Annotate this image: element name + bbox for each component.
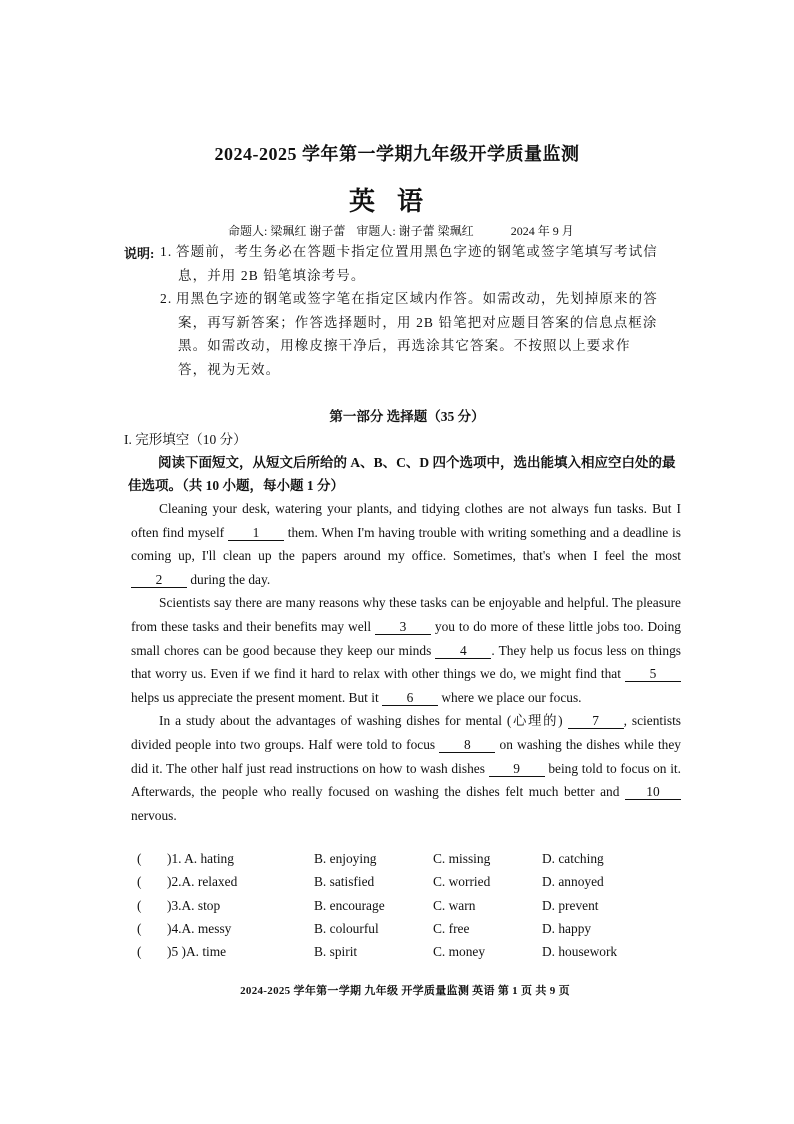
option-row-3	[137, 898, 697, 921]
option-c: C. warn	[433, 897, 476, 913]
option-c: C. worried	[433, 874, 491, 890]
answer-paren: (	[137, 920, 142, 936]
option-b: B. spirit	[314, 944, 358, 960]
passage-text: you to do more of these little jobs too. Doing small chores can be good because they keep our minds	[131, 618, 681, 658]
page-footer: 2024-2025 学年第一学期 九年级 开学质量监测 英语 第 1 页 共 9 页	[240, 985, 570, 997]
note-number: 1.	[160, 244, 173, 259]
passage-text: In a study about the advantages of washing dishes for mental (心理的)	[159, 713, 568, 729]
option-row-4	[137, 921, 697, 944]
blank-3: 3	[375, 619, 431, 635]
passage-text: , scientists divided people into two groups. Half were told to focus	[131, 713, 681, 752]
passage-paragraph	[131, 497, 681, 591]
option-d: D. housework	[542, 944, 618, 960]
option-d: D. prevent	[542, 897, 599, 913]
blank-6: 6	[382, 690, 438, 706]
blank-7: 7	[568, 713, 624, 729]
reviewer-info: 审题人: 谢子蕾 梁珮红	[356, 224, 474, 238]
author-line	[228, 222, 582, 239]
blank-9: 9	[489, 761, 545, 777]
option-b: B. satisfied	[314, 874, 375, 890]
passage-text: . They help us focus less on things that worry us. Even if we find it hard to relax with other things we do, we might find that	[131, 642, 682, 682]
part-heading: 第一部分 选择题（35 分）	[329, 409, 485, 424]
note-text: 用黑色字迹的钢笔或签字笔在指定区域内作答。如需改动，先划掉原来的答案，再写新答案；作答选择题时，用 2B 铅笔把对应题目答案的信息点框涂黑。如需改动，用橡皮擦干净后，再选涂其它答案。不按照以上要求作答，视为无效。	[176, 291, 658, 377]
setter-info: 命题人: 梁珮红 谢子蕾	[228, 224, 346, 238]
option-b: B. encourage	[314, 897, 385, 913]
option-row-5	[137, 944, 697, 967]
option-b: B. enjoying	[314, 851, 377, 866]
blank-5: 5	[625, 666, 681, 682]
option-d: D. catching	[542, 851, 604, 866]
blank-10: 10	[625, 784, 681, 800]
passage-text: them. When I'm having trouble with writing something and a deadline is coming up, I'll clean up the papers around my office. Sometimes, that's when I feel the most	[131, 524, 681, 564]
option-c: C. free	[433, 920, 470, 936]
passage-text: Cleaning your desk, watering your plants, and tidying clothes are not always fun tasks. But I often find myself	[131, 501, 681, 540]
note-text: 答题前，考生务必在答题卡指定位置用黑色字迹的钢笔或签字笔填写考试信息，并用 2B 铅笔填涂考号。	[176, 244, 658, 283]
passage-text: where we place our focus.	[438, 689, 582, 705]
section-instruction: 阅读下面短文，从短文后所给的 A、B、C、D 四个选项中，选出能填入相应空白处的最佳选项。（共 10 小题，每小题 1 分）	[128, 455, 676, 493]
answer-paren: (	[137, 874, 142, 890]
subject-title: 英语	[348, 187, 445, 216]
passage-text: helps us appreciate the present moment. But it	[131, 689, 383, 705]
option-a: )4.A. messy	[167, 920, 232, 936]
cloze-passage	[131, 497, 681, 827]
note-number: 2.	[160, 291, 173, 306]
blank-8: 8	[439, 737, 495, 753]
passage-text: on washing the dishes while they did it. The other half just read instructions on how to wash dishes	[131, 736, 681, 776]
option-row-1	[137, 851, 697, 874]
option-d: D. happy	[542, 920, 592, 936]
blank-2: 2	[131, 572, 187, 588]
exam-title: 2024-2025 学年第一学期九年级开学质量监测	[214, 144, 580, 164]
blank-1: 1	[228, 525, 284, 541]
option-a: )1. A. hating	[167, 851, 234, 866]
section-heading: I. 完形填空（10 分）	[124, 432, 247, 447]
option-row-2	[137, 874, 697, 897]
passage-text: Scientists say there are many reasons why these tasks can be enjoyable and helpful. The pleasure from these tasks and their benefits may well	[131, 595, 681, 634]
passage-paragraph	[131, 591, 681, 709]
passage-text: being told to focus on it. Afterwards, the people who really focused on washing the dishes felt much better and	[131, 760, 681, 800]
passage-text: during the day.	[187, 571, 271, 587]
notes-label: 说明:	[124, 246, 155, 261]
answer-paren: (	[137, 851, 142, 866]
option-a: )5 )A. time	[167, 944, 227, 960]
exam-date: 2024 年 9 月	[510, 224, 574, 238]
answer-paren: (	[137, 944, 142, 960]
option-a: )3.A. stop	[167, 897, 221, 913]
option-a: )2.A. relaxed	[167, 874, 238, 890]
option-c: C. money	[433, 944, 486, 960]
passage-paragraph	[131, 709, 681, 827]
answer-options	[137, 851, 697, 967]
blank-4: 4	[435, 643, 491, 659]
answer-paren: (	[137, 897, 142, 913]
option-b: B. colourful	[314, 920, 379, 936]
note-item	[160, 240, 658, 287]
note-item	[160, 287, 658, 381]
option-c: C. missing	[433, 851, 491, 866]
option-d: D. annoyed	[542, 874, 604, 890]
passage-text: nervous.	[131, 807, 177, 823]
